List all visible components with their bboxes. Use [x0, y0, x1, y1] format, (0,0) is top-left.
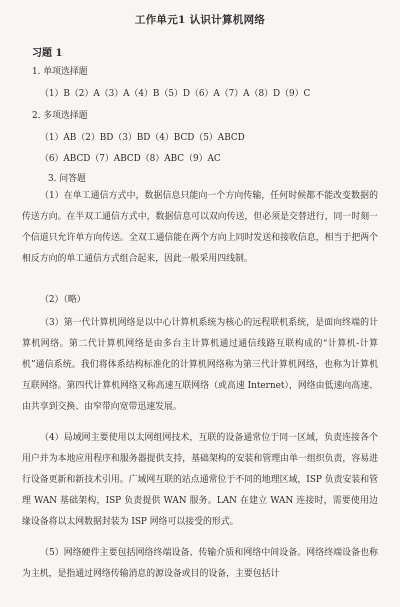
answer-5-text: （5）网络硬件主要包括网络终端设备、传输介质和网络中间设备。网络终端设备也称为主机，是指通过网络传输消息的源设备或目的设备，主要包括计 [22, 548, 378, 579]
answer-1 [22, 186, 378, 270]
answer-3 [22, 313, 378, 418]
answer-4 [22, 428, 378, 533]
section-2-heading: 2. 多项选择题 [32, 111, 88, 121]
answer-5 [22, 543, 378, 585]
section-1-heading: 1. 单项选择题 [32, 67, 88, 77]
section-2-answers-line-1: （1）AB（2）BD（3）BD（4）BCD（5）ABCD [40, 133, 245, 143]
exercise-heading: 习题 1 [32, 48, 63, 59]
section-1-answers: （1）B（2）A（3）A（4）B（5）D（6）A（7）A（8）D（9）C [40, 89, 311, 99]
section-3-heading: 3. 问答题 [48, 174, 86, 184]
answer-2-text: （2）（略） [40, 295, 86, 305]
answer-2 [22, 290, 378, 311]
unit-title: 工作单元1 认识计算机网络 [134, 14, 266, 26]
answer-1-text: （1）在单工通信方式中，数据信息只能向一个方向传输，任何时候都不能改变数据的传送方向。在半双工通信方式中，数据信息可以双向传送，但必须是交替进行，同一时刻一个信道只允许单方向传送。全双工通信能在两个方向上同时发送和接收信息，相当于把两个相反方向的单工通信方式组合起来，因此一般采用四线制。 [22, 191, 378, 264]
answer-3-text: （3）第一代计算机网络是以中心计算机系统为核心的远程联机系统，是面向终端的计算机网络。第二代计算机网络是由多台主计算机通过通信线路互联构成的“计算机-计算机”通信系统。我们将体系结构标准化的计算机网络称为第三代计算机网络，也称为计算机互联网络。第四代计算机网络又称高速互联网络（或高速 Internet），网络由低速向高速、由共享到交换、由窄带向宽带迅速发展。 [22, 318, 378, 412]
answer-4-text: （4）局域网主要使用以太网组网技术，互联的设备通常位于同一区域，负责连接各个用户并为本地应用程序和服务器提供支持，基础架构的安装和管理由单一组织负责，容易进行设备更新和新技术引用。广域网互联的站点通常位于不同的地理区域，ISP 负责安装和管理 WAN 基础架构，ISP 负责提供 WAN 服务。LAN 在建立 WAN 连接时，需要使用边缘设备将以太网数据封装为 ISP 网络可以接受的形式。 [22, 433, 378, 527]
section-2-answers-line-2: （6）ABCD（7）ABCD（8）ABC（9）AC [40, 154, 221, 164]
